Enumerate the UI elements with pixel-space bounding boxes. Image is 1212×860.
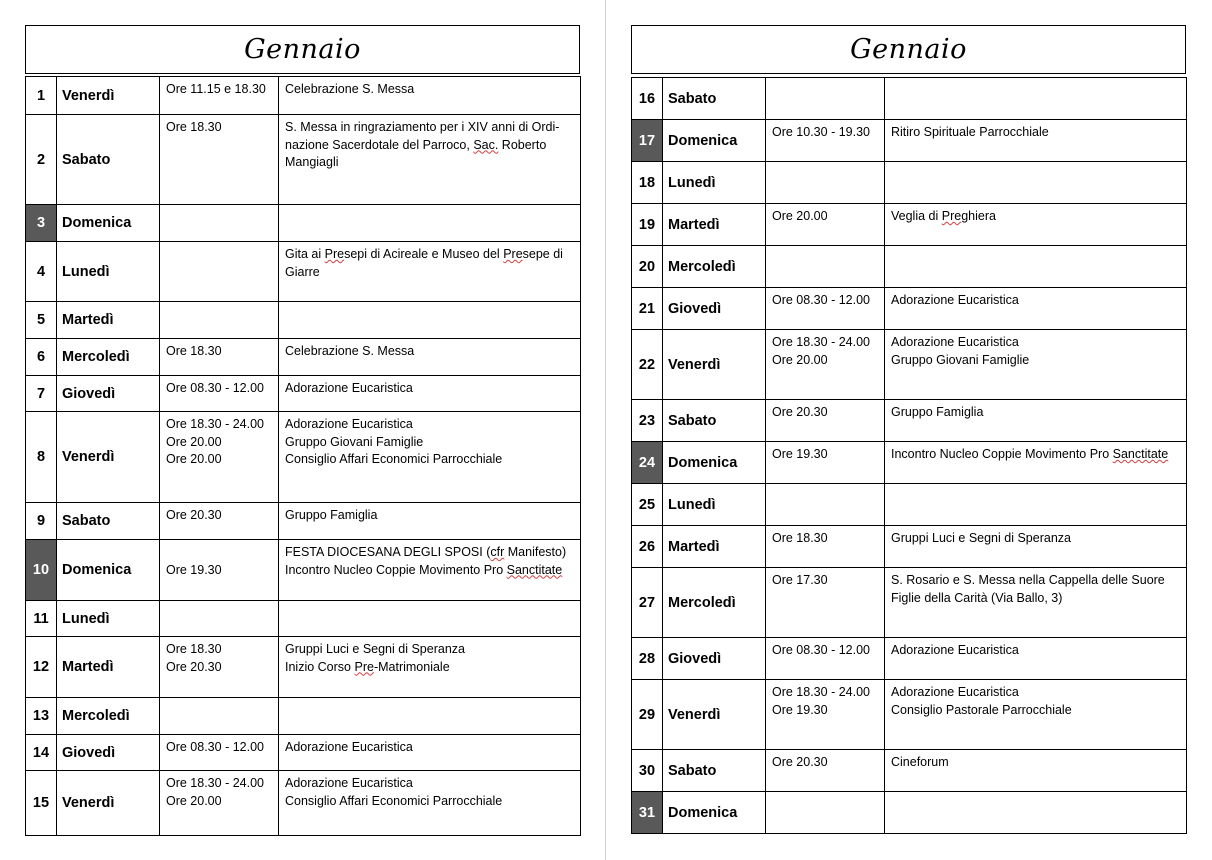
event-time: Ore 20.30: [772, 405, 828, 419]
event-time: Ore 17.30: [772, 573, 828, 587]
event-description: S. Rosario e S. Messa nella Cappella delle Suore Figlie della Carità (Via Ballo, 3): [891, 573, 1165, 605]
event-time: Ore 20.00: [166, 452, 222, 466]
time-cell: [766, 750, 885, 792]
time-cell: [766, 162, 885, 204]
day-number: 28: [632, 638, 663, 680]
weekday-name: Domenica: [57, 205, 160, 242]
day-number: 15: [26, 771, 57, 836]
event-description: Celebrazione S. Messa: [285, 82, 415, 96]
table-row: [632, 246, 1187, 288]
table-row: [632, 484, 1187, 526]
table-row: [26, 115, 581, 205]
time-cell: [160, 115, 279, 205]
event-description: Adorazione Eucaristica: [285, 740, 413, 754]
event-cell: [885, 78, 1187, 120]
event-cell: [279, 503, 581, 540]
time-cell: [766, 330, 885, 400]
time-cell: [160, 77, 279, 115]
event-cell: [279, 242, 581, 302]
event-description: Adorazione Eucaristica: [285, 381, 413, 395]
event-time: Ore 18.30 - 24.00: [772, 335, 870, 349]
day-number: 18: [632, 162, 663, 204]
time-cell: [766, 400, 885, 442]
time-cell: [766, 120, 885, 162]
event-time: Ore 19.30: [772, 702, 828, 717]
event-cell: [279, 735, 581, 771]
day-number: 2: [26, 115, 57, 205]
time-cell: [160, 503, 279, 540]
event-time: Ore 20.00: [772, 209, 828, 223]
event-time: Ore 08.30 - 12.00: [166, 381, 264, 395]
weekday-name: Mercoledì: [57, 698, 160, 735]
day-number: 9: [26, 503, 57, 540]
event-cell: [885, 120, 1187, 162]
time-cell: [766, 442, 885, 484]
calendar-table: [25, 76, 581, 836]
event-time: Ore 18.30: [166, 120, 222, 134]
event-description: Adorazione Eucaristica: [891, 293, 1019, 307]
calendar-table: [631, 77, 1187, 834]
event-description: Veglia di Preghiera: [891, 209, 996, 223]
time-cell: [160, 339, 279, 376]
table-row: [632, 204, 1187, 246]
event-cell: [885, 204, 1187, 246]
day-number: 17: [632, 120, 663, 162]
event-description: Adorazione Eucaristica: [285, 776, 413, 790]
page-divider: [605, 0, 606, 860]
event-time: Ore 18.30 - 24.00: [166, 776, 264, 790]
table-row: [26, 242, 581, 302]
event-cell: [885, 680, 1187, 750]
day-number: 26: [632, 526, 663, 568]
time-cell: [160, 540, 279, 601]
day-number: 16: [632, 78, 663, 120]
weekday-name: Lunedì: [663, 162, 766, 204]
day-number: 21: [632, 288, 663, 330]
table-row: [632, 442, 1187, 484]
event-cell: [885, 484, 1187, 526]
event-cell: [885, 750, 1187, 792]
event-description: Gita ai Presepi di Acireale e Museo del Presepe di Giarre: [285, 247, 563, 279]
time-cell: [160, 376, 279, 412]
event-cell: [885, 330, 1187, 400]
weekday-name: Domenica: [663, 120, 766, 162]
event-description: Cineforum: [891, 755, 949, 769]
event-time: Ore 08.30 - 12.00: [772, 643, 870, 657]
weekday-name: Sabato: [663, 750, 766, 792]
event-time: Ore 20.30: [166, 659, 222, 674]
day-number: 30: [632, 750, 663, 792]
table-row: [632, 792, 1187, 834]
time-cell: [766, 246, 885, 288]
table-row: [26, 735, 581, 771]
event-cell: [279, 771, 581, 836]
event-description: Adorazione Eucaristica: [891, 685, 1019, 699]
time-cell: [160, 698, 279, 735]
day-number: 7: [26, 376, 57, 412]
page-title: Gennaio: [25, 25, 580, 74]
day-number: 29: [632, 680, 663, 750]
time-cell: [160, 601, 279, 637]
event-cell: [885, 442, 1187, 484]
event-description: Gruppo Famiglia: [891, 405, 984, 419]
event-description: Adorazione Eucaristica: [891, 643, 1019, 657]
page-title: Gennaio: [631, 25, 1186, 74]
weekday-name: Venerdì: [663, 330, 766, 400]
event-description: S. Messa in ringraziamento per i XIV anni di Ordi-nazione Sacerdotale del Parroco, Sac. Roberto Mangiagli: [285, 120, 560, 169]
table-row: [632, 568, 1187, 638]
event-cell: [279, 637, 581, 698]
table-row: [26, 771, 581, 836]
event-description: Inizio Corso Pre-Matrimoniale: [285, 659, 450, 674]
event-time: Ore 11.15 e 18.30: [166, 82, 266, 96]
table-row: [26, 503, 581, 540]
event-time: Ore 10.30 - 19.30: [772, 125, 870, 139]
table-row: [26, 412, 581, 503]
table-row: [632, 526, 1187, 568]
event-cell: [279, 302, 581, 339]
table-row: [26, 601, 581, 637]
weekday-name: Giovedì: [57, 735, 160, 771]
time-cell: [160, 242, 279, 302]
time-cell: [766, 288, 885, 330]
table-row: [632, 400, 1187, 442]
day-number: 19: [632, 204, 663, 246]
table-row: [26, 637, 581, 698]
event-time: Ore 08.30 - 12.00: [166, 740, 264, 754]
event-description: Gruppo Famiglia: [285, 508, 378, 522]
weekday-name: Sabato: [57, 503, 160, 540]
event-time: Ore 18.30 - 24.00: [166, 417, 264, 431]
event-description: Gruppi Luci e Segni di Speranza: [285, 642, 465, 656]
event-description: FESTA DIOCESANA DEGLI SPOSI (cfr Manifesto): [285, 545, 567, 559]
day-number: 6: [26, 339, 57, 376]
event-description: Consiglio Pastorale Parrocchiale: [891, 702, 1072, 717]
event-description: Gruppi Luci e Segni di Speranza: [891, 531, 1071, 545]
event-cell: [885, 526, 1187, 568]
event-cell: [279, 205, 581, 242]
weekday-name: Giovedì: [663, 638, 766, 680]
event-cell: [885, 400, 1187, 442]
event-description: Adorazione Eucaristica: [891, 335, 1019, 349]
time-cell: [766, 568, 885, 638]
day-number: 23: [632, 400, 663, 442]
time-cell: [766, 526, 885, 568]
event-time: [166, 544, 274, 562]
weekday-name: Martedì: [57, 302, 160, 339]
weekday-name: Venerdì: [57, 77, 160, 115]
event-description: Adorazione Eucaristica: [285, 417, 413, 431]
weekday-name: Lunedì: [663, 484, 766, 526]
time-cell: [766, 638, 885, 680]
weekday-name: Martedì: [663, 204, 766, 246]
weekday-name: Mercoledì: [57, 339, 160, 376]
event-cell: [279, 77, 581, 115]
weekday-name: Sabato: [663, 78, 766, 120]
day-number: 14: [26, 735, 57, 771]
table-row: [632, 330, 1187, 400]
event-description: Gruppo Giovani Famiglie: [891, 352, 1030, 367]
day-number: 31: [632, 792, 663, 834]
time-cell: [766, 204, 885, 246]
time-cell: [160, 302, 279, 339]
weekday-name: Lunedì: [57, 242, 160, 302]
day-number: 22: [632, 330, 663, 400]
day-number: 20: [632, 246, 663, 288]
day-number: 1: [26, 77, 57, 115]
day-number: 11: [26, 601, 57, 637]
event-time: Ore 08.30 - 12.00: [772, 293, 870, 307]
event-cell: [279, 339, 581, 376]
table-row: [632, 288, 1187, 330]
weekday-name: Mercoledì: [663, 246, 766, 288]
weekday-name: Sabato: [663, 400, 766, 442]
table-row: [26, 205, 581, 242]
day-number: 25: [632, 484, 663, 526]
event-description: Consiglio Affari Economici Parrocchiale: [285, 452, 503, 466]
table-row: [632, 680, 1187, 750]
event-description: Ritiro Spirituale Parrocchiale: [891, 125, 1049, 139]
event-description: Gruppo Giovani Famiglie: [285, 434, 424, 449]
event-time: Ore 20.00: [166, 793, 222, 808]
weekday-name: Martedì: [57, 637, 160, 698]
event-cell: [279, 540, 581, 601]
weekday-name: Sabato: [57, 115, 160, 205]
time-cell: [160, 735, 279, 771]
day-number: 10: [26, 540, 57, 601]
right-page: [607, 0, 1212, 860]
table-row: [632, 162, 1187, 204]
event-time: Ore 20.00: [772, 352, 828, 367]
event-time: Ore 19.30: [772, 447, 828, 461]
table-row: [26, 339, 581, 376]
event-cell: [885, 246, 1187, 288]
event-time: Ore 18.30 - 24.00: [772, 685, 870, 699]
table-row: [632, 120, 1187, 162]
day-number: 5: [26, 302, 57, 339]
weekday-name: Venerdì: [663, 680, 766, 750]
event-description: Incontro Nucleo Coppie Movimento Pro Sanctitate: [285, 562, 563, 577]
weekday-name: Venerdì: [57, 771, 160, 836]
weekday-name: Martedì: [663, 526, 766, 568]
weekday-name: Giovedì: [663, 288, 766, 330]
event-description: Consiglio Affari Economici Parrocchiale: [285, 793, 503, 808]
weekday-name: Giovedì: [57, 376, 160, 412]
event-cell: [885, 288, 1187, 330]
event-time: Ore 20.30: [166, 508, 222, 522]
time-cell: [766, 484, 885, 526]
event-cell: [885, 638, 1187, 680]
event-time: Ore 18.30: [772, 531, 828, 545]
event-time: Ore 20.00: [166, 434, 222, 449]
event-cell: [279, 698, 581, 735]
weekday-name: Domenica: [57, 540, 160, 601]
event-time: Ore 18.30: [166, 642, 222, 656]
time-cell: [160, 205, 279, 242]
day-number: 24: [632, 442, 663, 484]
event-time: Ore 19.30: [166, 562, 222, 577]
day-number: 8: [26, 412, 57, 503]
weekday-name: Domenica: [663, 792, 766, 834]
event-cell: [885, 792, 1187, 834]
time-cell: [160, 637, 279, 698]
table-row: [26, 376, 581, 412]
event-time: Ore 18.30: [166, 344, 222, 358]
table-row: [632, 78, 1187, 120]
table-row: [26, 540, 581, 601]
table-row: [632, 638, 1187, 680]
table-row: [26, 77, 581, 115]
day-number: 27: [632, 568, 663, 638]
event-cell: [279, 412, 581, 503]
event-cell: [279, 376, 581, 412]
weekday-name: Venerdì: [57, 412, 160, 503]
weekday-name: Domenica: [663, 442, 766, 484]
event-cell: [279, 601, 581, 637]
day-number: 4: [26, 242, 57, 302]
day-number: 13: [26, 698, 57, 735]
event-cell: [885, 568, 1187, 638]
event-cell: [279, 115, 581, 205]
time-cell: [766, 680, 885, 750]
weekday-name: Lunedì: [57, 601, 160, 637]
day-number: 12: [26, 637, 57, 698]
event-description: Incontro Nucleo Coppie Movimento Pro Sanctitate: [891, 447, 1169, 461]
time-cell: [160, 412, 279, 503]
table-row: [632, 750, 1187, 792]
event-cell: [885, 162, 1187, 204]
time-cell: [766, 78, 885, 120]
time-cell: [766, 792, 885, 834]
weekday-name: Mercoledì: [663, 568, 766, 638]
event-time: Ore 20.30: [772, 755, 828, 769]
time-cell: [160, 771, 279, 836]
event-description: Celebrazione S. Messa: [285, 344, 415, 358]
table-row: [26, 302, 581, 339]
day-number: 3: [26, 205, 57, 242]
table-row: [26, 698, 581, 735]
